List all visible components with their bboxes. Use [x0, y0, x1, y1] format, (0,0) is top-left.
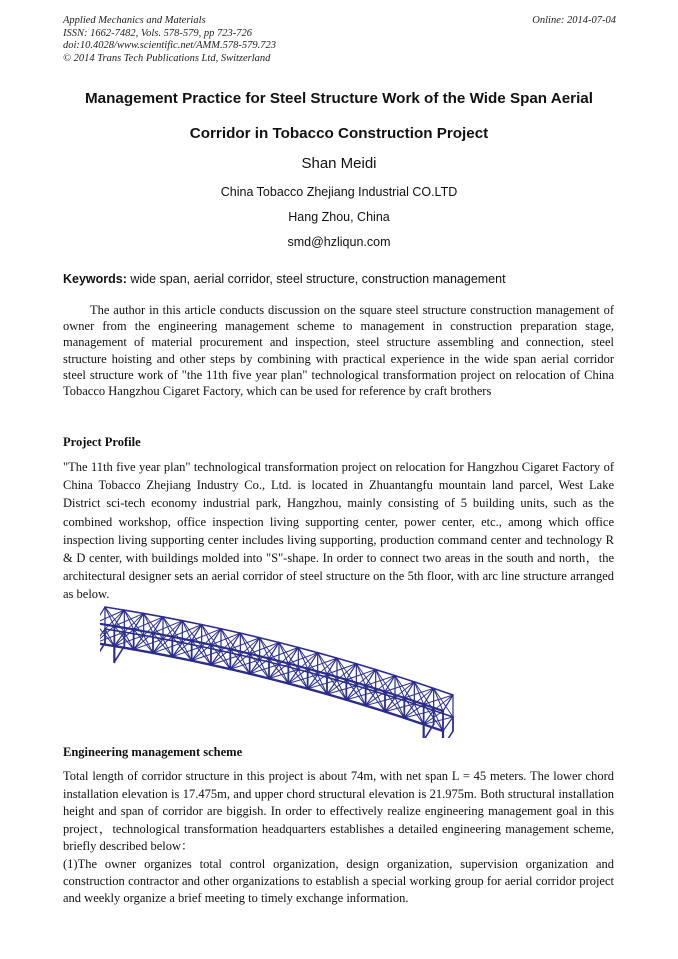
paper-title-line-2: Corridor in Tobacco Construction Project	[189, 125, 489, 142]
section-heading-project-profile: Project Profile	[63, 435, 141, 449]
keywords-label: Keywords:	[63, 272, 127, 286]
affiliation-city: Hang Zhou, China	[288, 210, 390, 224]
affiliation-org: China Tobacco Zhejiang Industrial CO.LTD	[220, 185, 458, 199]
author-name: Shan Meidi	[301, 155, 377, 172]
page-header	[63, 15, 616, 65]
paper-title-line-1: Management Practice for Steel Structure Work of the Wide Span Aerial	[85, 90, 593, 107]
abstract: The author in this article conducts discussion on the square steel structure construction management of owner from the engineering management scheme to management in construction preparation stage, management of material procurement and inspection, steel structure assembling and connection, steel structure hoisting and other steps by combining with practical experience in the wide span aerial corridor steel structure work of "the 11th five year plan" technological transformation project on relocation of China Tobacco Hangzhou Cigaret Factory, which can be used for reference by craft brothers	[63, 303, 614, 399]
engineering-management-paragraph: Total length of corridor structure in this project is about 74m, with net span L = 45 meters. The lower chord installation elevation is 17.475m, and upper chord structural elevation is 21.975m. Both structural installation height and span of corridor are biggish. In order to effectively realize engineering management goal in this project，technological transformation headquarters establishes a detailed engineering management scheme, briefly described below：	[63, 769, 614, 853]
doi-line[interactable]: doi:10.4028/www.scientific.net/AMM.578-579.723	[63, 40, 276, 51]
copyright-line: © 2014 Trans Tech Publications Ltd, Switzerland	[63, 52, 271, 64]
keywords-text: wide span, aerial corridor, steel structure, construction management	[126, 272, 506, 286]
keywords	[63, 272, 506, 286]
journal-name: Applied Mechanics and Materials	[63, 15, 206, 26]
author-email[interactable]: smd@hzliqun.com	[287, 235, 391, 249]
project-profile-paragraph: "The 11th five year plan" technological transformation project on relocation for Hangzhou Cigaret Factory of China Tobacco Zhejiang Industry Co., Ltd. is located in Zhuantangfu mountain land parcel, West Lake District sci-tech economy industrial park, Hangzhou, mainly consisting of 5 building units, such as the combined workshop, office inspection living supporting center, power center, etc., among which office inspection living supporting center includes living supporting, production command center and technology R & D center, with buildings molded into "S"-shape. In order to connect two areas in the south and north，the architectural designer sets an aerial corridor of steel structure on the 5th floor, with arc line structure arranged as below.	[63, 460, 614, 602]
steel-truss-corridor-image	[100, 598, 470, 738]
issn-line: ISSN: 1662-7482, Vols. 578-579, pp 723-726	[63, 27, 252, 39]
section-heading-engineering-management: Engineering management scheme	[63, 745, 243, 759]
online-date: Online: 2014-07-04	[532, 15, 616, 26]
management-item-1-paragraph: (1)The owner organizes total control organization, design organization, supervision organization and construction contractor and other organizations to establish a special working group for aerial corridor project and weekly organize a brief meeting to timely exchange information.	[63, 857, 614, 905]
